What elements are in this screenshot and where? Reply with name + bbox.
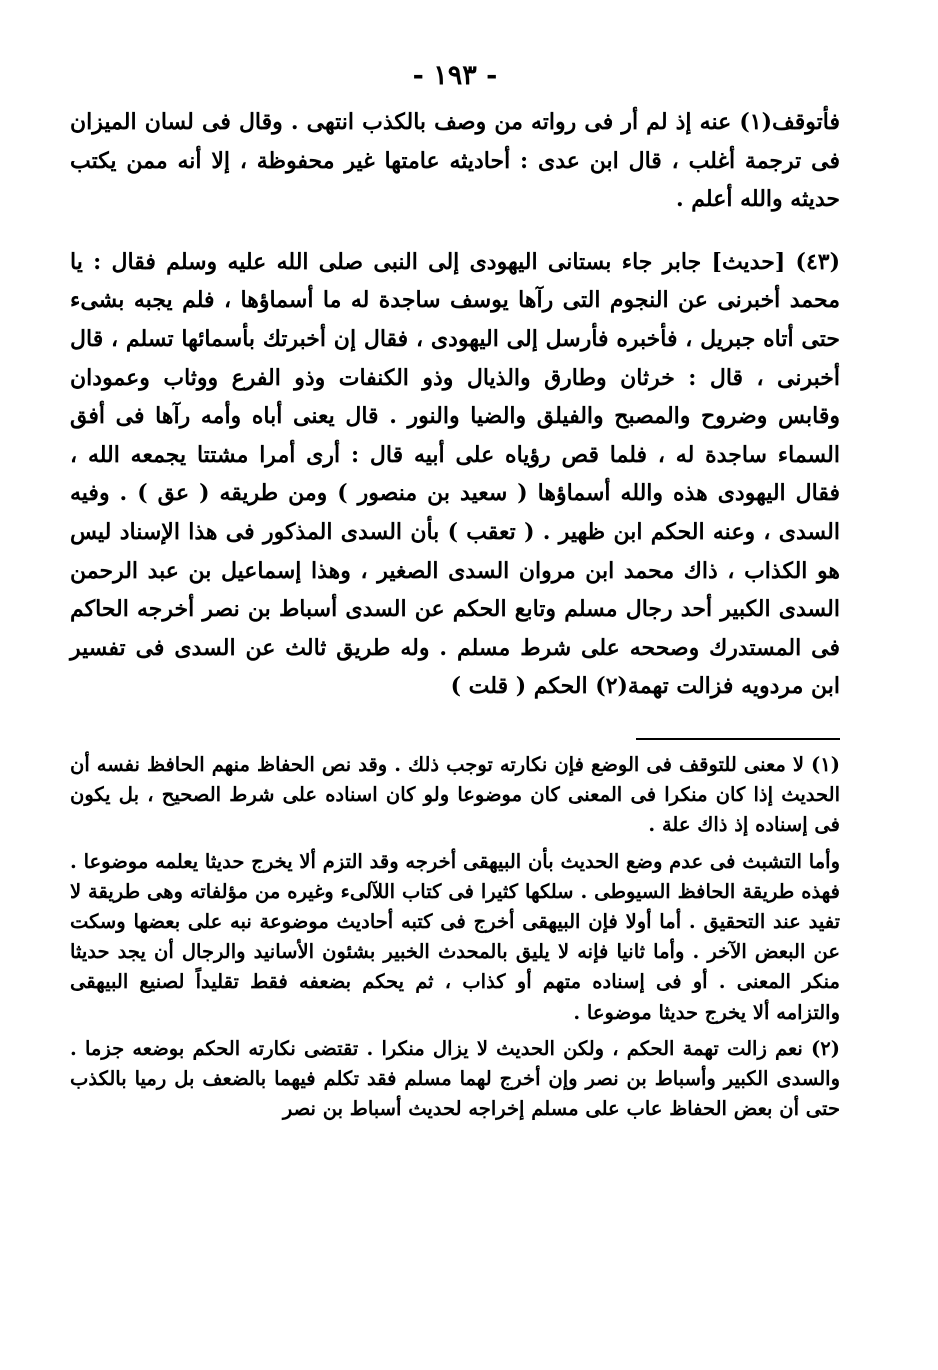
page-number: - ١٩٣ - [412, 60, 498, 91]
body-paragraph-1: فأتوقف(١) عنه إذ لم أر فى رواته من وصف بالكذب انتهى . وقال فى لسان الميزان فى ترجمة أغلب ، قال ابن عدى : أحاديثه عامتها غير محفوظة ، إلا أنه ممن يكتب حديثه والله أعلم . [70, 109, 840, 213]
footnote-1: (١) لا معنى للتوقف فى الوضع فإن نكارته توجب ذلك . وقد نص الحفاظ منهم الحافظ نفسه أن الحديث إذا كان منكرا فى المعنى كان موضوعا ولو كان اسناده على شرط الصحيح ، بل يكون فى إسناده إذ ذاك علة . [70, 752, 840, 837]
footnote-2: (٢) نعم زالت تهمة الحكم ، ولكن الحديث لا يزال منكرا . تقتضى نكارته الحكم بوضعه جزما . والسدى الكبير وأسباط بن نصر وإن أخرج لهما مسلم فقد تكلم فيهما بالضعف بل رميا بالكذب حتى أن بعض الحفاظ عاب على مسلم إخراجه لحديث أسباط بن نصر [70, 1036, 840, 1121]
book-page [70, 60, 840, 1330]
footnote-separator [636, 738, 840, 740]
footnote-1-continuation: وأما التشبث فى عدم وضع الحديث بأن البيهقى أخرجه وقد التزم ألا يخرج حديثا يعلمه موضوعا . فهذه طريقة الحافظ السيوطى . سلكها كثيرا فى كتاب اللآلىء وغيره من مؤلفاته وهى طريقة لا تفيد عند التحقيق . أما أولا فإن البيهقى أخرج فى كتبه أحاديث موضوعة نبه على بعضها وسكت عن البعض الآخر . وأما ثانيا فإنه لا يليق بالمحدث الخبير بشئون الأسانيد والرجال أن يجد حديثا منكر المعنى . أو فى إسناده متهم أو كذاب ، ثم يحكم بضعفه فقط تقليداً لصنيع البيهقى والتزامه ألا يخرج حديثا موضوعا . [70, 849, 840, 1024]
body-paragraph-2: (٤٣) [حديث] جابر جاء بستانى اليهودى إلى النبى صلى الله عليه وسلم فقال : يا محمد أخبرنى عن النجوم التى رآها يوسف ساجدة له ما أسماؤها ، فلم يجبه بشىء حتى أتاه جبريل ، فأخبره فأرسل إلى اليهودى ، فقال إن أخبرتك بأسمائها تسلم ، قال أخبرنى ، قال : خرثان وطارق والذيال وذو الكنفات وذو الفرع ووثاب وعمودان وقابس وضروح والمصبح والفيلق والضيا والنور . قال يعنى أباه وأمه رآها فى أفق السماء ساجدة له ، فلما قص رؤياه على أبيه قال : أرى أمرا مشتتا يجمعه الله ، فقال اليهودى هذه والله أسماؤها ( سعيد بن منصور ) ومن طريقه ( عق ) . وفيه السدى ، وعنه الحكم ابن ظهير . ( تعقب ) بأن السدى المذكور فى هذا الإسناد ليس هو الكذاب ، ذاك محمد ابن مروان السدى الصغير ، وهذا إسماعيل بن عبد الرحمن السدى الكبير أحد رجال مسلم وتابع الحكم عن السدى أسباط بن نصر أخرجه الحاكم فى المستدرك وصححه على شرط مسلم . وله طريق ثالث عن السدى فى تفسير ابن مردويه فزالت تهمة(٢) الحكم ( قلت ) [70, 248, 840, 700]
